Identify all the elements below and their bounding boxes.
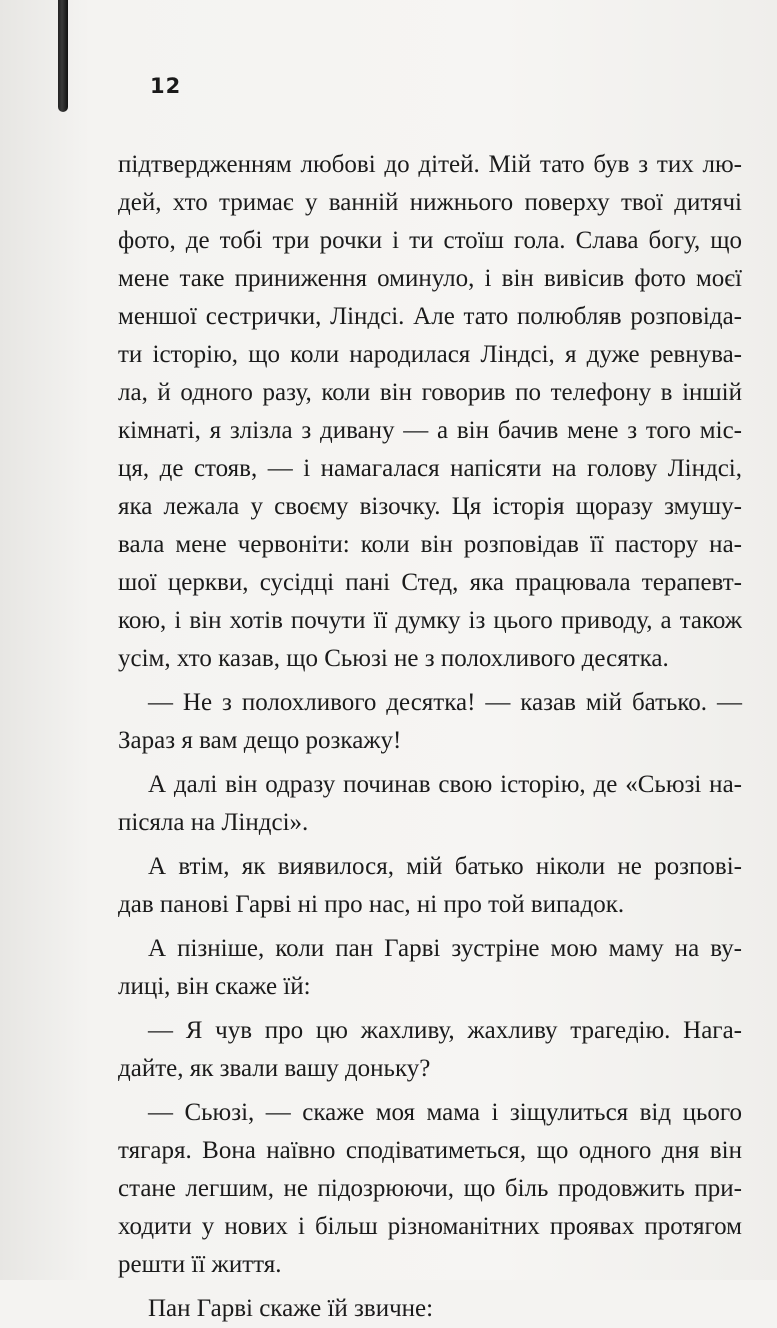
text-line: — Не з полохливого десятка! — казав мій батько. — <box>148 689 742 716</box>
text-line: ця, де стояв, — і намагалася напісяти на голову Ліндсі, <box>118 455 742 482</box>
page-number: 12 <box>150 74 182 98</box>
text-line: Пан Гарві скаже їй звичне: <box>148 1295 434 1322</box>
text-line: Зараз я вам дещо розкажу! <box>118 727 402 754</box>
text-line: дей, хто тримає у ванній нижнього поверху твої дитячі <box>118 189 742 216</box>
text-line: усім, хто казав, що Сьюзі не з полохливого десятка. <box>118 645 669 672</box>
text-line: шої церкви, сусідці пані Стед, яка працювала терапевт- <box>118 569 742 596</box>
text-line: — Я чув про цю жахливу, жахливу трагедію. Нага- <box>148 1017 742 1044</box>
text-line: решти її життя. <box>118 1251 282 1278</box>
text-line: А пізніше, коли пан Гарві зустріне мою маму на ву- <box>148 935 742 962</box>
book-binding-edge <box>58 0 68 112</box>
text-line: ла, й одного разу, коли він говорив по телефону в іншій <box>118 379 742 406</box>
text-line: А далі він одразу починав свою історію, де «Сьюзі на- <box>148 771 742 798</box>
text-line: — Сьюзі, — скаже моя мама і зіщулиться від цього <box>148 1099 742 1126</box>
paragraph <box>118 684 742 760</box>
text-line: тягаря. Вона наївно сподіватиметься, що одного дня він <box>118 1137 742 1164</box>
text-line: фото, де тобі три рочки і ти стоїш гола. Слава богу, що <box>118 227 742 254</box>
text-line: А втім, як виявилося, мій батько ніколи не розпові- <box>148 853 742 880</box>
text-line: кімнаті, я злізла з дивану — а він бачив мене з того міс- <box>118 417 742 444</box>
text-line: меншої сестрички, Ліндсі. Але тато полюбляв розповіда- <box>118 303 742 330</box>
paragraph <box>118 146 742 678</box>
text-line: стане легшим, не підозрюючи, що біль продовжить при- <box>118 1175 742 1202</box>
paragraph <box>118 766 742 842</box>
paragraph <box>118 848 742 924</box>
body-text <box>118 146 742 1328</box>
text-line: дав панові Гарві ні про нас, ні про той випадок. <box>118 891 625 918</box>
text-line: яка лежала у своєму візочку. Ця історія щоразу змушу- <box>118 493 742 520</box>
paragraph <box>118 930 742 1006</box>
text-line: дайте, як звали вашу доньку? <box>118 1055 431 1082</box>
paragraph <box>118 1012 742 1088</box>
text-line: кою, і він хотів почути її думку із цього приводу, а також <box>118 607 742 634</box>
paragraph <box>118 1290 742 1328</box>
text-line: вала мене червоніти: коли він розповідав її пастору на- <box>118 531 742 558</box>
text-line: мене таке приниження оминуло, і він вивісив фото моєї <box>118 265 742 292</box>
paragraph <box>118 1094 742 1284</box>
text-line: ти історію, що коли народилася Ліндсі, я дуже ревнува- <box>118 341 742 368</box>
text-line: підтвердженням любові до дітей. Мій тато був з тих лю- <box>118 151 742 178</box>
text-line: пісяла на Ліндсі». <box>118 809 309 836</box>
text-line: ходити у нових і більш різноманітних проявах протягом <box>118 1213 742 1240</box>
text-line: лиці, він скаже їй: <box>118 973 311 1000</box>
